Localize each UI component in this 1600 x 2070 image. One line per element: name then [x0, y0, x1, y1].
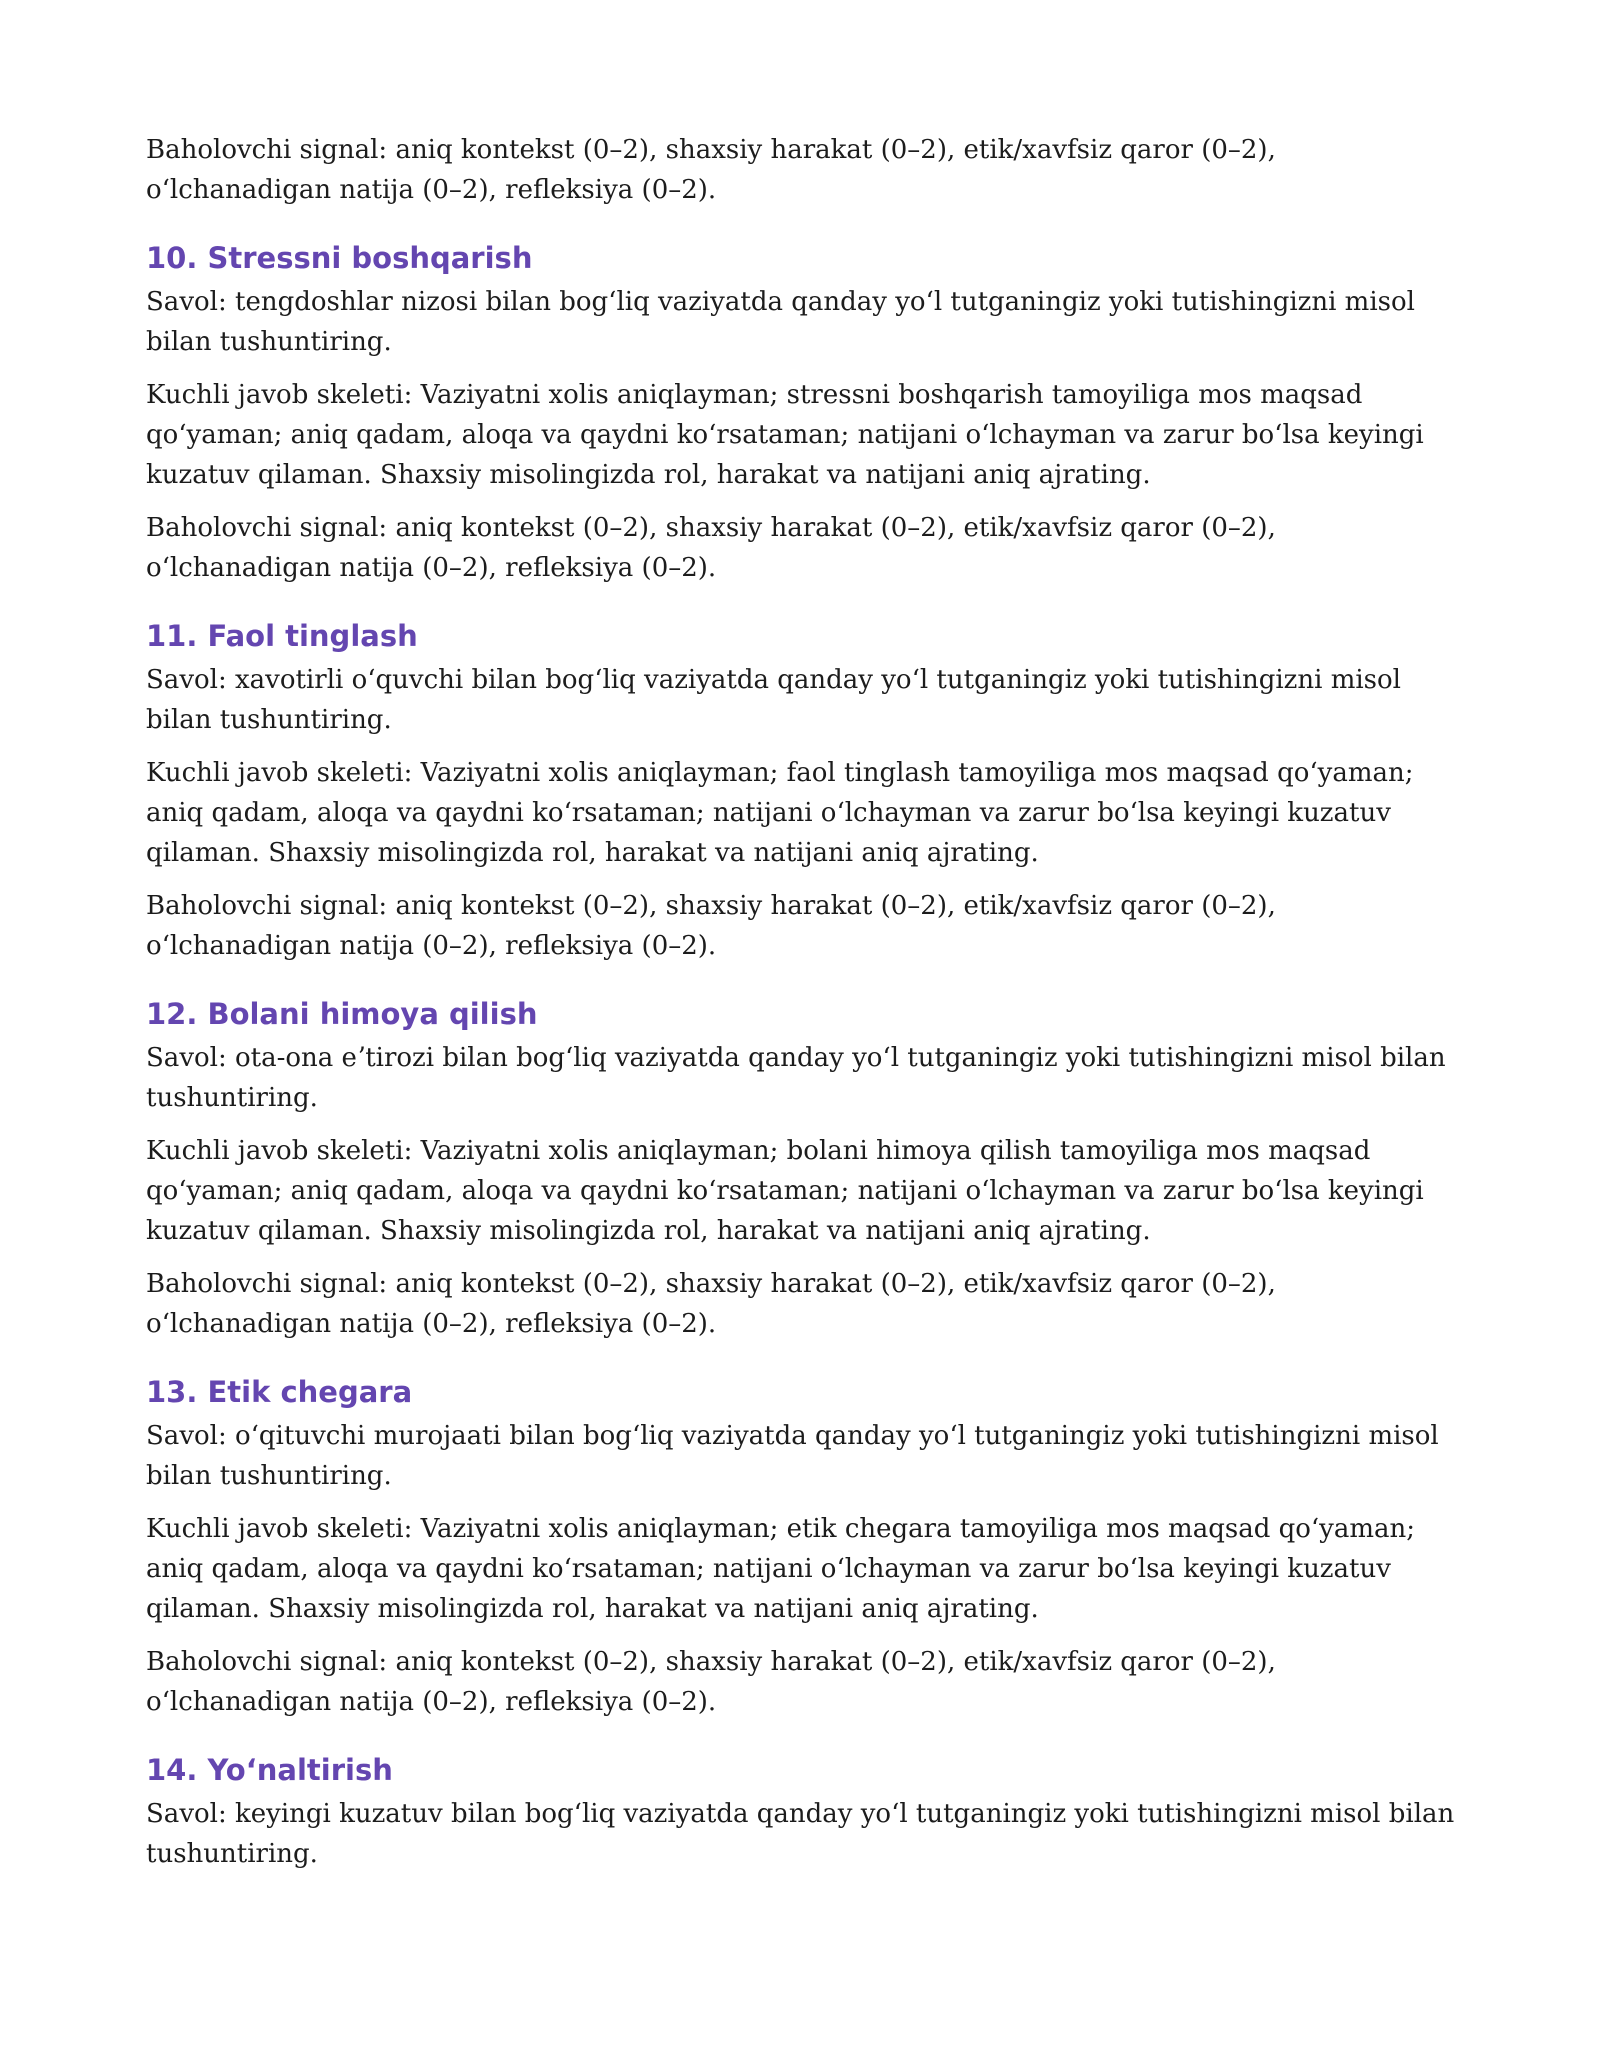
section-heading: 12. Bolani himoya qilish [146, 997, 538, 1031]
section-heading: 13. Etik chegara [146, 1375, 413, 1409]
section-14 [146, 1750, 1456, 1874]
document-page [146, 130, 1456, 1887]
intro-signal-text: Baholovchi signal: aniq kontekst (0–2), shaxsiy harakat (0–2), etik/xavfsiz qaror (0–2), oʻlchanadigan natija (0–2), refleksiya (0–2). [146, 135, 1276, 205]
evaluator-signal-text: Baholovchi signal: aniq kontekst (0–2), shaxsiy harakat (0–2), etik/xavfsiz qaror (0–2), oʻlchanadigan natija (0–2), refleksiya (0–2). [146, 1269, 1276, 1339]
section-heading: 14. Yoʻnaltirish [146, 1753, 393, 1787]
section-11 [146, 616, 1456, 966]
evaluator-signal-text: Baholovchi signal: aniq kontekst (0–2), shaxsiy harakat (0–2), etik/xavfsiz qaror (0–2), oʻlchanadigan natija (0–2), refleksiya (0–2). [146, 1647, 1276, 1717]
answer-skeleton-text: Kuchli javob skeleti: Vaziyatni xolis aniqlayman; faol tinglash tamoyiliga mos maqsad qoʻyaman; aniq qadam, aloqa va qaydni koʻrsataman; natijani oʻlchayman va zarur boʻlsa keyingi kuzatuv qilaman. Shaxsiy misolingizda rol, harakat va natijani aniq ajrating. [146, 758, 1414, 868]
evaluator-signal-text: Baholovchi signal: aniq kontekst (0–2), shaxsiy harakat (0–2), etik/xavfsiz qaror (0–2), oʻlchanadigan natija (0–2), refleksiya (0–2). [146, 891, 1276, 961]
section-heading: 11. Faol tinglash [146, 619, 418, 653]
answer-skeleton-text: Kuchli javob skeleti: Vaziyatni xolis aniqlayman; stressni boshqarish tamoyiliga mos maqsad qoʻyaman; aniq qadam, aloqa va qaydni koʻrsataman; natijani oʻlchayman va zarur boʻlsa keyingi kuzatuv qilaman. Shaxsiy misolingizda rol, harakat va natijani aniq ajrating. [146, 380, 1424, 490]
question-text: Savol: oʻqituvchi murojaati bilan bogʻliq vaziyatda qanday yoʻl tutganingiz yoki tutishingizni misol bilan tushuntiring. [146, 1421, 1439, 1491]
evaluator-signal-text: Baholovchi signal: aniq kontekst (0–2), shaxsiy harakat (0–2), etik/xavfsiz qaror (0–2), oʻlchanadigan natija (0–2), refleksiya (0–2). [146, 513, 1276, 583]
section-10 [146, 238, 1456, 588]
answer-skeleton-text: Kuchli javob skeleti: Vaziyatni xolis aniqlayman; etik chegara tamoyiliga mos maqsad qoʻyaman; aniq qadam, aloqa va qaydni koʻrsataman; natijani oʻlchayman va zarur boʻlsa keyingi kuzatuv qilaman. Shaxsiy misolingizda rol, harakat va natijani aniq ajrating. [146, 1514, 1416, 1624]
question-text: Savol: keyingi kuzatuv bilan bogʻliq vaziyatda qanday yoʻl tutganingiz yoki tutishingizni misol bilan tushuntiring. [146, 1799, 1455, 1869]
section-12 [146, 994, 1456, 1344]
question-text: Savol: tengdoshlar nizosi bilan bogʻliq vaziyatda qanday yoʻl tutganingiz yoki tutishingizni misol bilan tushuntiring. [146, 287, 1415, 357]
answer-skeleton-text: Kuchli javob skeleti: Vaziyatni xolis aniqlayman; bolani himoya qilish tamoyiliga mos maqsad qoʻyaman; aniq qadam, aloqa va qaydni koʻrsataman; natijani oʻlchayman va zarur boʻlsa keyingi kuzatuv qilaman. Shaxsiy misolingizda rol, harakat va natijani aniq ajrating. [146, 1136, 1424, 1246]
section-13 [146, 1372, 1456, 1722]
question-text: Savol: ota-ona eʼtirozi bilan bogʻliq vaziyatda qanday yoʻl tutganingiz yoki tutishingizni misol bilan tushuntiring. [146, 1043, 1446, 1113]
question-text: Savol: xavotirli oʻquvchi bilan bogʻliq vaziyatda qanday yoʻl tutganingiz yoki tutishingizni misol bilan tushuntiring. [146, 665, 1401, 735]
section-heading: 10. Stressni boshqarish [146, 241, 533, 275]
